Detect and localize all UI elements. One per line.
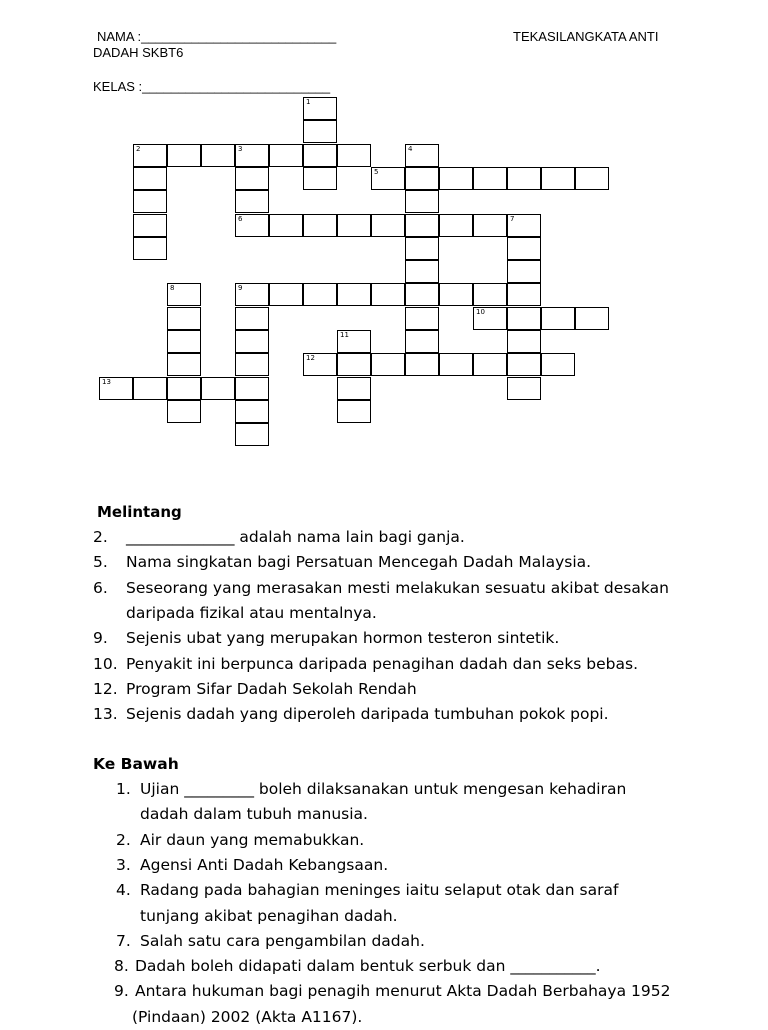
crossword-cell[interactable] [405,190,439,213]
clue-text: (Pindaan) 2002 (Akta A1167). [132,1007,363,1026]
class-field-label: KELAS :__________________________ [93,79,331,94]
crossword-cell[interactable] [133,167,167,190]
crossword-cell[interactable] [235,144,269,167]
clue-number: 2. [93,528,108,546]
clue-text: Agensi Anti Dadah Kebangsaan. [140,855,389,874]
crossword-cell[interactable] [235,167,269,190]
crossword-cell[interactable] [473,167,507,190]
crossword-cell[interactable] [303,353,337,376]
clue-number: 9. [114,982,129,1001]
crossword-cell[interactable] [303,120,337,143]
crossword-cell[interactable] [235,190,269,213]
crossword-cell[interactable] [133,214,167,237]
crossword-cell[interactable] [439,214,473,237]
crossword-cell[interactable] [235,400,269,423]
crossword-cell[interactable] [405,353,439,376]
crossword-cell[interactable] [167,353,201,376]
crossword-cell[interactable] [133,377,167,400]
crossword-cell[interactable] [269,283,303,306]
crossword-cell[interactable] [575,307,609,330]
clue-text: Dadah boleh didapati dalam bentuk serbuk dan ___________. [135,957,601,976]
worksheet-title: TEKASILANGKATA ANTI [513,29,659,44]
cell-number: 7 [510,214,515,223]
crossword-cell[interactable] [405,260,439,283]
worksheet-title-continued: DADAH SKBT6 [93,45,184,60]
clue-text: Sejenis dadah yang diperoleh daripada tumbuhan pokok popi. [126,705,609,724]
crossword-cell[interactable] [337,353,371,376]
crossword-cell[interactable] [167,307,201,330]
crossword-cell[interactable] [235,283,269,306]
clue-text: dadah dalam tubuh manusia. [140,805,368,824]
clue-number: 6. [93,578,108,597]
clue-text: Penyakit ini berpunca daripada penagihan dadah dan seks bebas. [126,654,639,673]
name-field-label: NAMA :___________________________ [97,29,337,44]
crossword-cell[interactable] [235,307,269,330]
crossword-cell[interactable] [167,377,201,400]
clue-text: Sejenis ubat yang merupakan hormon testeron sintetik. [126,629,560,648]
crossword-cell[interactable] [235,353,269,376]
clue-text: Program Sifar Dadah Sekolah Rendah [126,679,417,698]
clue-text: ______________ adalah nama lain bagi ganja. [126,528,465,546]
crossword-cell[interactable] [507,307,541,330]
crossword-cell[interactable] [371,353,405,376]
crossword-cell[interactable] [337,144,371,167]
cell-number: 12 [306,354,315,363]
cell-number: 2 [136,144,141,153]
crossword-cell[interactable] [405,330,439,353]
crossword-cell[interactable] [303,144,337,167]
crossword-cell[interactable] [473,353,507,376]
crossword-cell[interactable] [303,167,337,190]
crossword-cell[interactable] [541,353,575,376]
crossword-cell[interactable] [473,283,507,306]
cell-number: 1 [306,98,311,106]
crossword-cell[interactable] [337,400,371,423]
crossword-cell[interactable] [235,377,269,400]
cell-number: 4 [408,144,413,153]
crossword-cell[interactable] [507,167,541,190]
cell-number: 3 [238,144,243,153]
crossword-cell[interactable] [439,167,473,190]
crossword-cell[interactable] [167,283,201,306]
crossword-cell[interactable] [337,214,371,237]
crossword-cell[interactable] [439,283,473,306]
crossword-cell[interactable] [99,377,133,400]
crossword-cell[interactable] [507,283,541,306]
crossword-cell[interactable] [133,237,167,260]
clue-number: 4. [116,881,131,900]
clue-text: Nama singkatan bagi Persatuan Mencegah Dadah Malaysia. [126,553,592,572]
clue-number: 8. [114,957,129,976]
crossword-cell[interactable] [303,97,337,120]
crossword-cell[interactable] [439,353,473,376]
cell-number: 11 [340,331,349,339]
crossword-cell[interactable] [473,214,507,237]
crossword-cell[interactable] [133,190,167,213]
cell-number: 10 [476,307,485,316]
crossword-cell[interactable] [235,330,269,353]
clue-text: daripada fizikal atau mentalnya. [126,603,377,622]
crossword-cell[interactable] [269,214,303,237]
crossword-cell[interactable] [405,214,439,237]
crossword-grid [0,0,768,470]
crossword-cell[interactable] [507,214,541,237]
crossword-cell[interactable] [337,377,371,400]
crossword-cell[interactable] [235,214,269,237]
clue-number: 13. [93,705,118,724]
crossword-cell[interactable] [371,283,405,306]
clue-number: 2. [116,830,131,849]
crossword-cell[interactable] [405,283,439,306]
clue-number: 10. [93,654,118,673]
clue-number: 3. [116,855,131,874]
crossword-cell[interactable] [541,307,575,330]
clue-text: Antara hukuman bagi penagih menurut Akta Dadah Berbahaya 1952 [135,982,671,1001]
crossword-cell[interactable] [133,144,167,167]
crossword-cell[interactable] [405,307,439,330]
clue-number: 1. [116,780,131,798]
down-title: Ke Bawah [93,755,179,773]
crossword-cell[interactable] [337,330,371,353]
crossword-cell[interactable] [167,330,201,353]
crossword-cell[interactable] [167,144,201,167]
crossword-cell[interactable] [371,214,405,237]
crossword-cell[interactable] [405,237,439,260]
clue-text: Radang pada bahagian meninges iaitu selaput otak dan saraf [140,881,619,900]
clue-text: Air daun yang memabukkan. [140,830,365,849]
crossword-cell[interactable] [235,423,269,446]
clue-number: 7. [116,931,131,950]
clue-number: 12. [93,679,118,698]
crossword-cell[interactable] [575,167,609,190]
crossword-cell[interactable] [167,400,201,423]
crossword-cell[interactable] [507,377,541,400]
clue-number: 9. [93,629,108,648]
crossword-cell[interactable] [507,353,541,376]
clue-text: Salah satu cara pengambilan dadah. [140,931,425,950]
crossword-cell[interactable] [303,214,337,237]
crossword-cell[interactable] [473,307,507,330]
clue-text: Seseorang yang merasakan mesti melakukan sesuatu akibat desakan [126,578,669,597]
cell-number: 8 [170,284,175,293]
crossword-cell[interactable] [269,144,303,167]
crossword-cell[interactable] [371,167,405,190]
clue-text: Ujian _________ boleh dilaksanakan untuk mengesan kehadiran [140,780,627,798]
crossword-cell[interactable] [201,377,235,400]
crossword-cell[interactable] [507,237,541,260]
cell-number: 6 [238,214,243,223]
clue-text: tunjang akibat penagihan dadah. [140,906,398,925]
clue-number: 5. [93,553,108,572]
cell-number: 13 [102,377,111,386]
cell-number: 5 [374,167,379,176]
crossword-cell[interactable] [303,283,337,306]
cell-number: 9 [238,284,243,293]
crossword-cell[interactable] [405,144,439,167]
crossword-cell[interactable] [201,144,235,167]
crossword-cell[interactable] [507,330,541,353]
crossword-cell[interactable] [541,167,575,190]
crossword-cell[interactable] [507,260,541,283]
crossword-cell[interactable] [337,283,371,306]
across-title: Melintang [97,503,182,521]
crossword-cell[interactable] [405,167,439,190]
